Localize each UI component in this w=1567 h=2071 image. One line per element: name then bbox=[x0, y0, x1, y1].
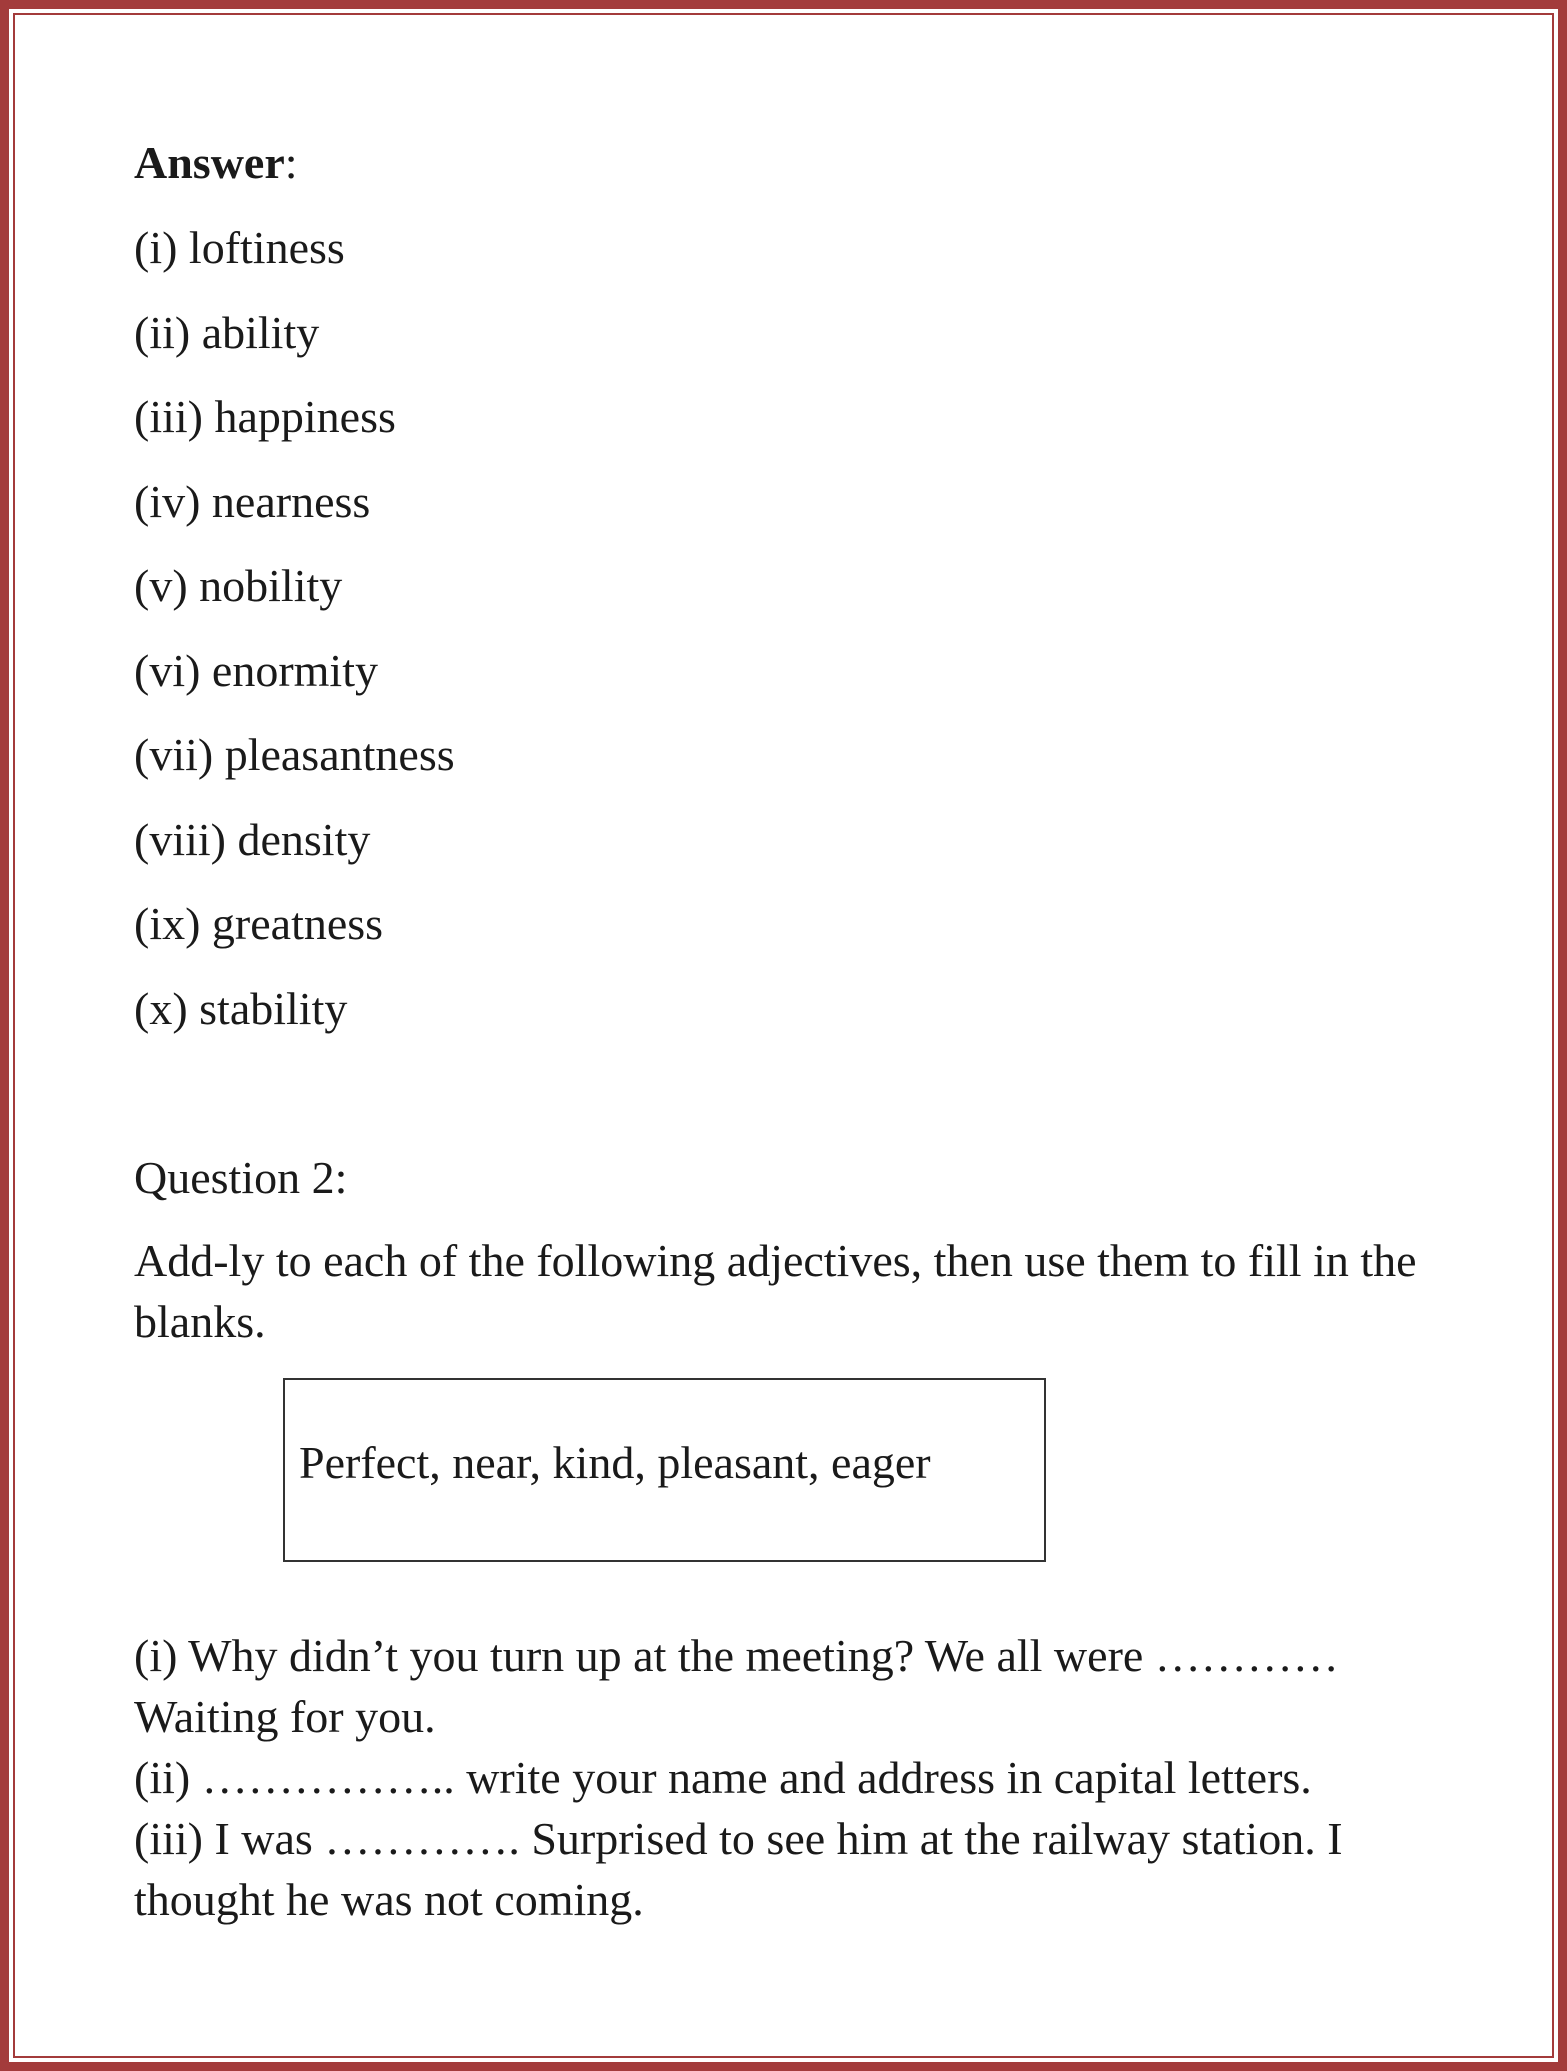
answer-item: (ix) greatness bbox=[134, 898, 384, 949]
answer-item: (vii) pleasantness bbox=[134, 729, 455, 780]
blank-sentence: (ii) …………….. write your name and address in capital letters. bbox=[134, 1752, 1312, 1803]
answer-item: (ii) ability bbox=[134, 307, 320, 358]
answer-heading-colon: : bbox=[284, 137, 298, 188]
answer-item: (vi) enormity bbox=[134, 645, 378, 696]
blank-sentences bbox=[134, 1625, 1434, 1930]
answer-item: (v) nobility bbox=[134, 560, 343, 611]
question-instruction: Add-ly to each of the following adjectives, then use them to fill in the blanks. bbox=[134, 1235, 1417, 1347]
answer-item: (iii) happiness bbox=[134, 391, 396, 442]
answer-heading bbox=[134, 137, 298, 188]
word-box bbox=[283, 1378, 1046, 1562]
blank-sentence: (i) Why didn’t you turn up at the meeting? We all were ………… Waiting for you. bbox=[134, 1630, 1339, 1742]
answer-item: (x) stability bbox=[134, 983, 348, 1034]
question-title: Question 2: bbox=[134, 1152, 348, 1203]
word-box-text: Perfect, near, kind, pleasant, eager bbox=[299, 1437, 931, 1488]
blank-sentence: (iii) I was …………. Surprised to see him at the railway station. I thought he was not coming. bbox=[134, 1813, 1343, 1925]
answer-item: (iv) nearness bbox=[134, 476, 371, 527]
answer-item: (viii) density bbox=[134, 814, 371, 865]
answer-item: (i) loftiness bbox=[134, 222, 345, 273]
answer-heading-label: Answer bbox=[134, 137, 285, 188]
